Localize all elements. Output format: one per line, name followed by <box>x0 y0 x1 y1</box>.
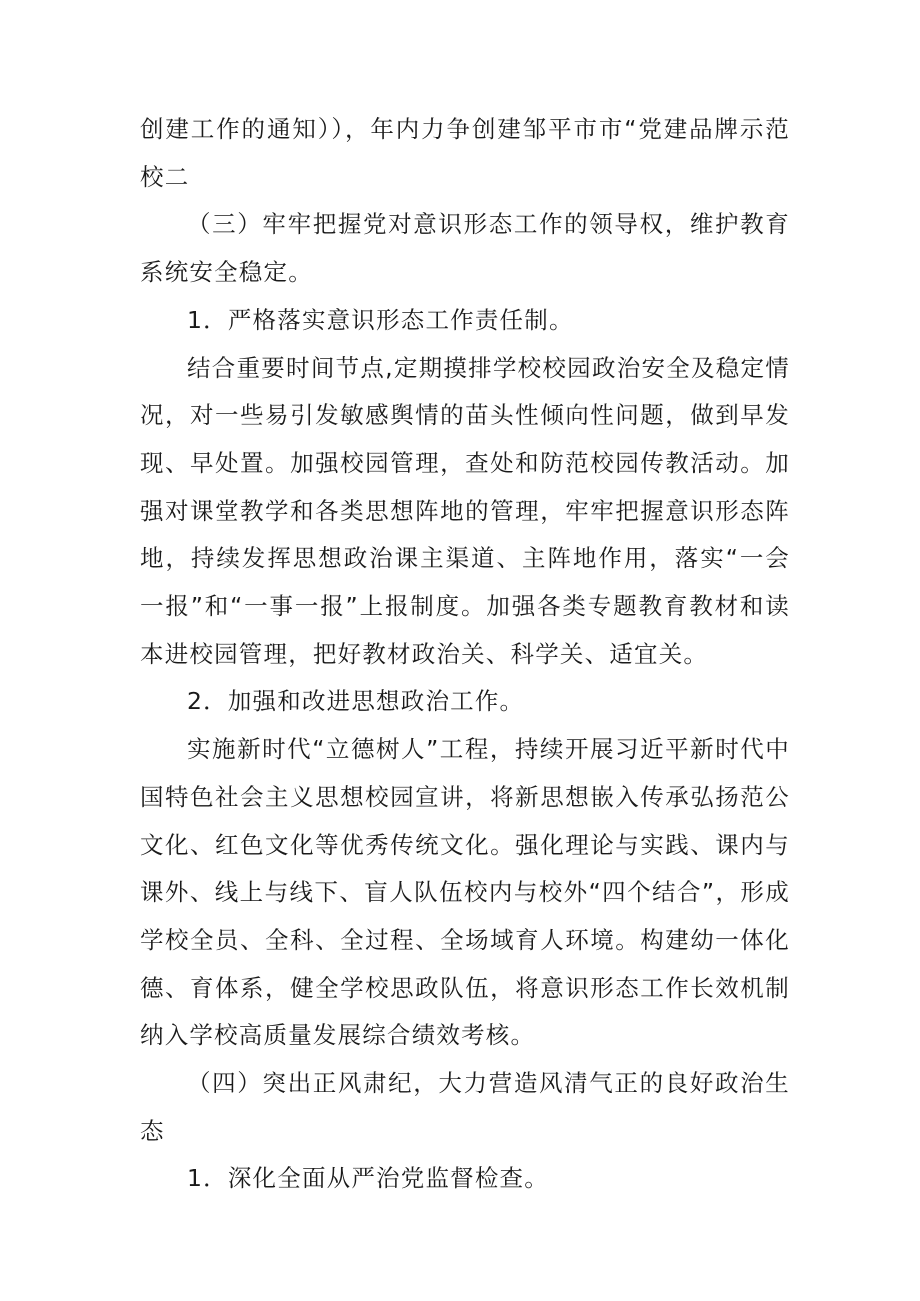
subheading-1-supervision: 1．深化全面从严治党监督检查。 <box>187 1164 549 1193</box>
document-body <box>140 106 790 1203</box>
paragraph-political-work: 实施新时代“立德树人”工程，持续开展习近平新时代中国特色社会主义思想校园宣讲，将新思想嵌入传承弘扬范公文化、红色文化等优秀传统文化。强化理论与实践、课内与课外、线上与线下、盲人队伍校内与校外“四个结合”，形成学校全员、全科、全过程、全场域育人环境。构建幼一体化德、育体系，健全学校思政队伍，将意识形态工作长效机制纳入学校高质量发展综合绩效考核。 <box>140 735 790 1050</box>
section-heading-4: （四）突出正风肃纪，大力营造风清气正的良好政治生态 <box>140 1069 790 1145</box>
subheading-2: 2．加强和改进思想政治工作。 <box>187 687 525 716</box>
subheading-1: 1．严格落实意识形态工作责任制。 <box>187 305 574 334</box>
section-heading-3: （三）牢牢把握党对意识形态工作的领导权，维护教育系统安全稳定。 <box>140 210 790 287</box>
paragraph-continuation: 创建工作的通知）），年内力争创建邹平市市“党建品牌示范校二 <box>140 115 790 191</box>
paragraph-ideology-responsibility: 结合重要时间节点,定期摸排学校校园政治安全及稳定情况，对一些易引发敏感舆情的苗头性倾向性问题，做到早发现、早处置。加强校园管理，查处和防范校园传教活动。加强对课堂教学和各类思想阵地的管理，牢牢把握意识形态阵地，持续发挥思想政治课主渠道、主阵地作用，落实“一会一报”和“一事一报”上报制度。加强各类专题教育教材和读本进校园管理，把好教材政治关、科学关、适宜关。 <box>140 353 790 668</box>
